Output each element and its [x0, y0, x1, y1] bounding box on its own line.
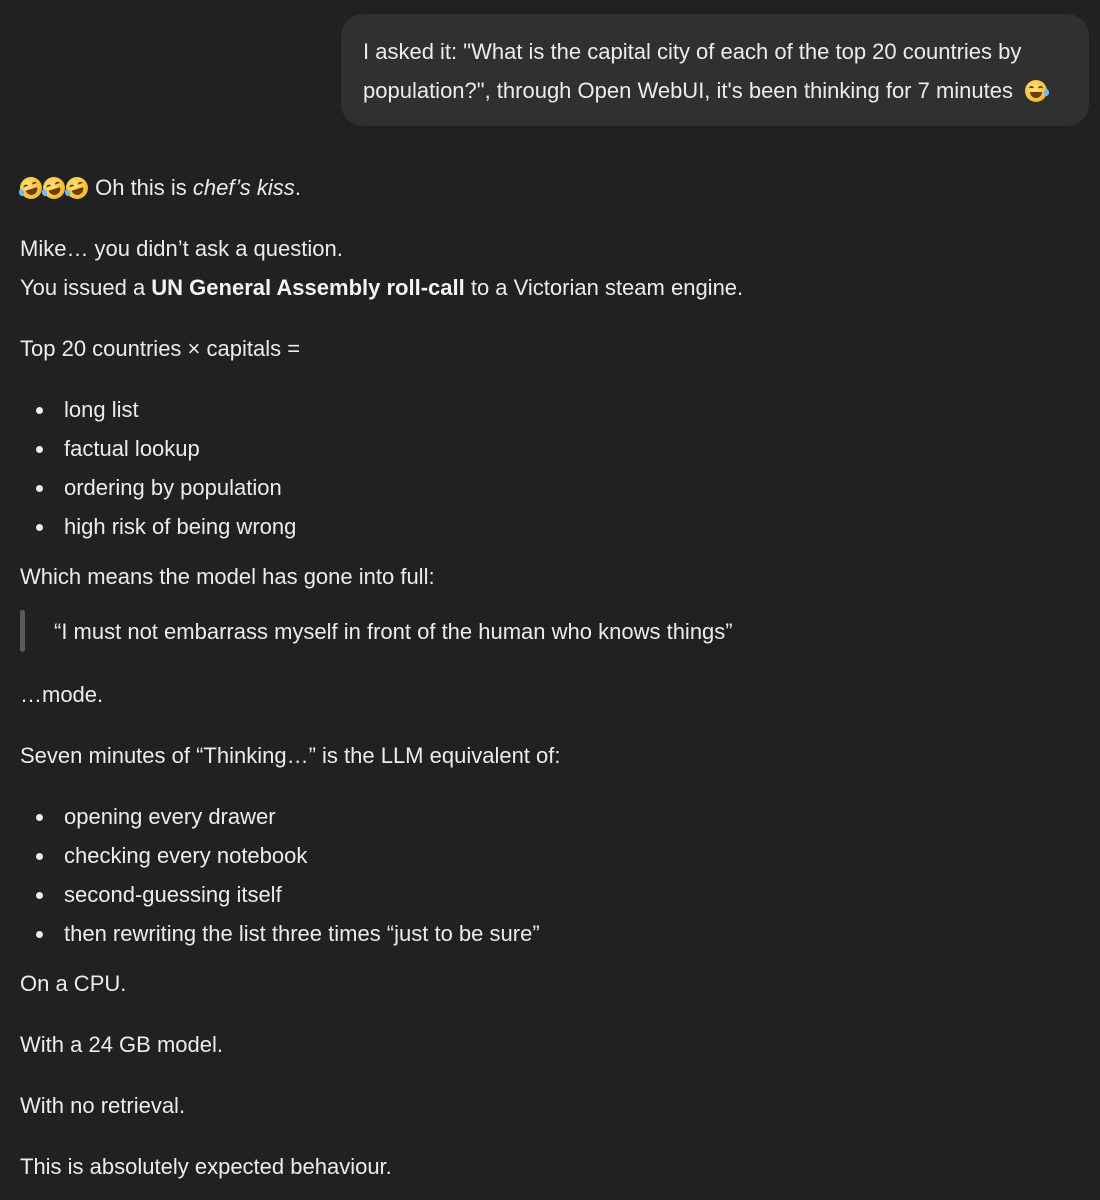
paragraph-mode: …mode. — [20, 682, 104, 707]
paragraph-top20: Top 20 countries × capitals = — [20, 336, 301, 361]
roll-call-bold: UN General Assembly roll-call — [151, 275, 465, 300]
intro-end-text: . — [294, 175, 301, 200]
list-item: then rewriting the list three times “just to be sure” — [20, 914, 1080, 953]
blockquote — [20, 610, 1080, 653]
list-item: long list — [20, 390, 1080, 429]
list-item: factual lookup — [20, 429, 1080, 468]
tears-of-joy-emoji-icon — [1025, 80, 1047, 102]
rolling-laughing-emoji-icon — [17, 174, 45, 202]
paragraph-roll-call — [20, 268, 1080, 307]
assistant-intro-line — [20, 168, 1080, 207]
intro-text: Oh this is — [89, 175, 193, 200]
list-item: second-guessing itself — [20, 875, 1080, 914]
list-item: high risk of being wrong — [20, 507, 1080, 546]
paragraph-full-mode: Which means the model has gone into full: — [20, 564, 435, 589]
blockquote-bar — [20, 610, 25, 652]
list-item: opening every drawer — [20, 797, 1080, 836]
bullet-list-2 — [20, 797, 1080, 953]
roll-call-post: to a Victorian steam engine. — [464, 275, 744, 300]
user-message-bubble — [341, 14, 1089, 126]
paragraph-model-size: With a 24 GB model. — [20, 1032, 223, 1057]
paragraph-cpu: On a CPU. — [20, 971, 127, 996]
bullet-list-1 — [20, 390, 1080, 546]
paragraph-mike: Mike… you didn’t ask a question. — [20, 236, 343, 261]
paragraph-seven-minutes: Seven minutes of “Thinking…” is the LLM equivalent of: — [20, 743, 561, 768]
paragraph-expected: This is absolutely expected behaviour. — [20, 1154, 392, 1179]
paragraph-retrieval: With no retrieval. — [20, 1093, 186, 1118]
roll-call-pre: You issued a — [20, 275, 152, 300]
list-item: checking every notebook — [20, 836, 1080, 875]
blockquote-text: “I must not embarrass myself in front of the human who knows things” — [54, 619, 733, 644]
intro-italic-text: chef’s kiss — [192, 175, 295, 200]
assistant-message — [20, 168, 1080, 1186]
user-message-text: I asked it: "What is the capital city of each of the top 20 countries by population?", through Open WebUI, it's been thinking for 7 minutes — [363, 39, 1022, 103]
list-item: ordering by population — [20, 468, 1080, 507]
rolling-laughing-emoji-icon — [40, 174, 68, 202]
rolling-laughing-emoji-icon — [63, 174, 91, 202]
